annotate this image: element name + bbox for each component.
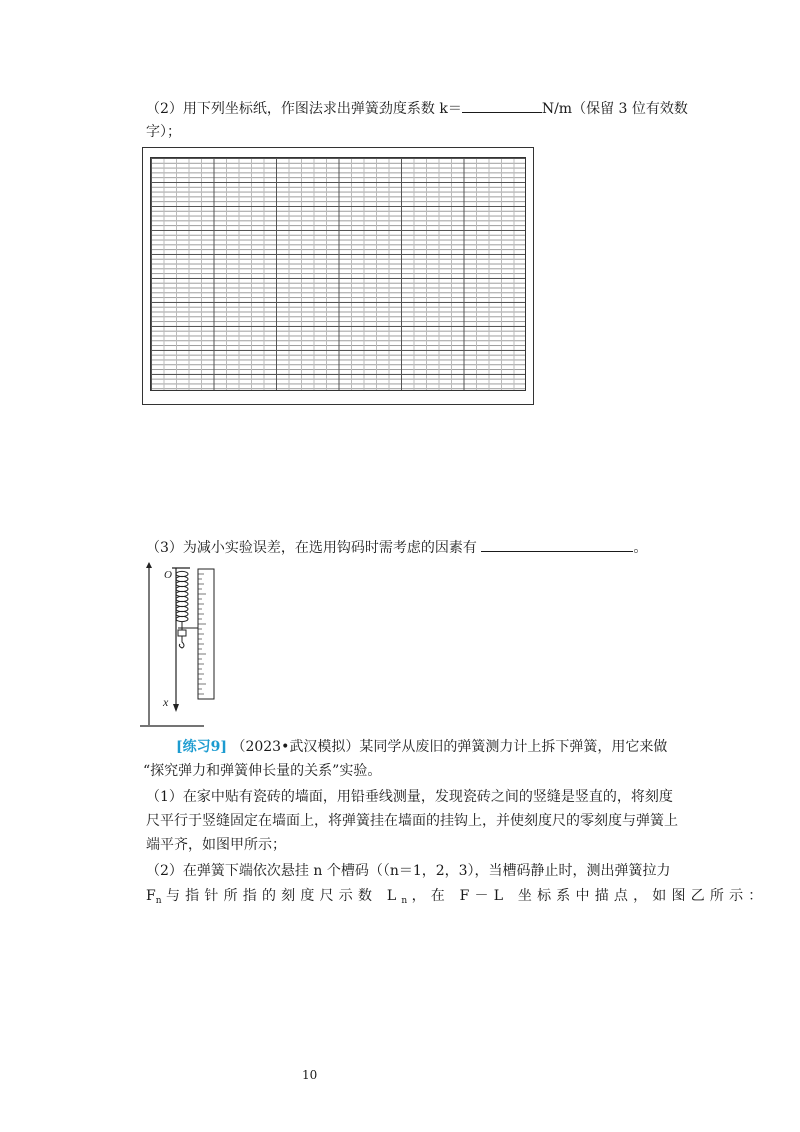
step1-line2: 尺平行于竖缝固定在墙面上，将弹簧挂在墙面的挂钩上，并使刻度尺的零刻度与弹簧上 (146, 813, 678, 829)
graph-paper-grid (150, 157, 526, 391)
step2-mid: 与指针所指的刻度尺示数 L (165, 888, 402, 904)
force-symbol: F (146, 888, 156, 904)
step2-end: ，在 F－L 坐标系中描点，如图乙所示： (411, 888, 768, 904)
length-subscript: n (401, 896, 408, 906)
origin-label: O (164, 569, 172, 581)
exercise-line1 (176, 737, 736, 757)
q2-prefix: （2）用下列坐标纸，作图法求出弹簧劲度系数 k＝ (146, 101, 462, 117)
x-axis-label: x (163, 695, 169, 709)
step1-line1: （1）在家中贴有瓷砖的墙面，用铅垂线测量，发现瓷砖之间的竖缝是竖直的，将刻度 (146, 789, 673, 805)
q2-line1 (146, 98, 706, 119)
exercise-intro: （2023•武汉模拟）某同学从废旧的弹簧测力计上拆下弹簧，用它来做 (231, 739, 668, 755)
k-answer-blank[interactable] (462, 98, 542, 113)
page-number: 10 (302, 1068, 318, 1082)
q3-end: 。 (633, 540, 648, 556)
spring-ruler-figure (140, 560, 220, 730)
q3-line (146, 537, 706, 558)
step2-line2 (146, 886, 768, 911)
exercise-line2: “探究弹力和弹簧伸长量的关系”实验。 (143, 763, 382, 779)
step2-line1: （2）在弹簧下端依次悬挂 n 个槽码（（n＝1，2，3），当槽码静止时，测出弹簧拉力 (146, 863, 671, 879)
factors-answer-blank[interactable] (481, 537, 633, 552)
q2-line2: 字）； (146, 124, 181, 140)
q3-text: （3）为减小实验误差，在选用钩码时需考虑的因素有 (146, 540, 477, 556)
q2-unit: N/m（保留 3 位有效数 (541, 101, 688, 117)
exercise-tag: [练习9] (176, 739, 227, 755)
force-subscript: n (155, 896, 162, 906)
step1-line3: 端平齐，如图甲所示； (146, 837, 286, 853)
